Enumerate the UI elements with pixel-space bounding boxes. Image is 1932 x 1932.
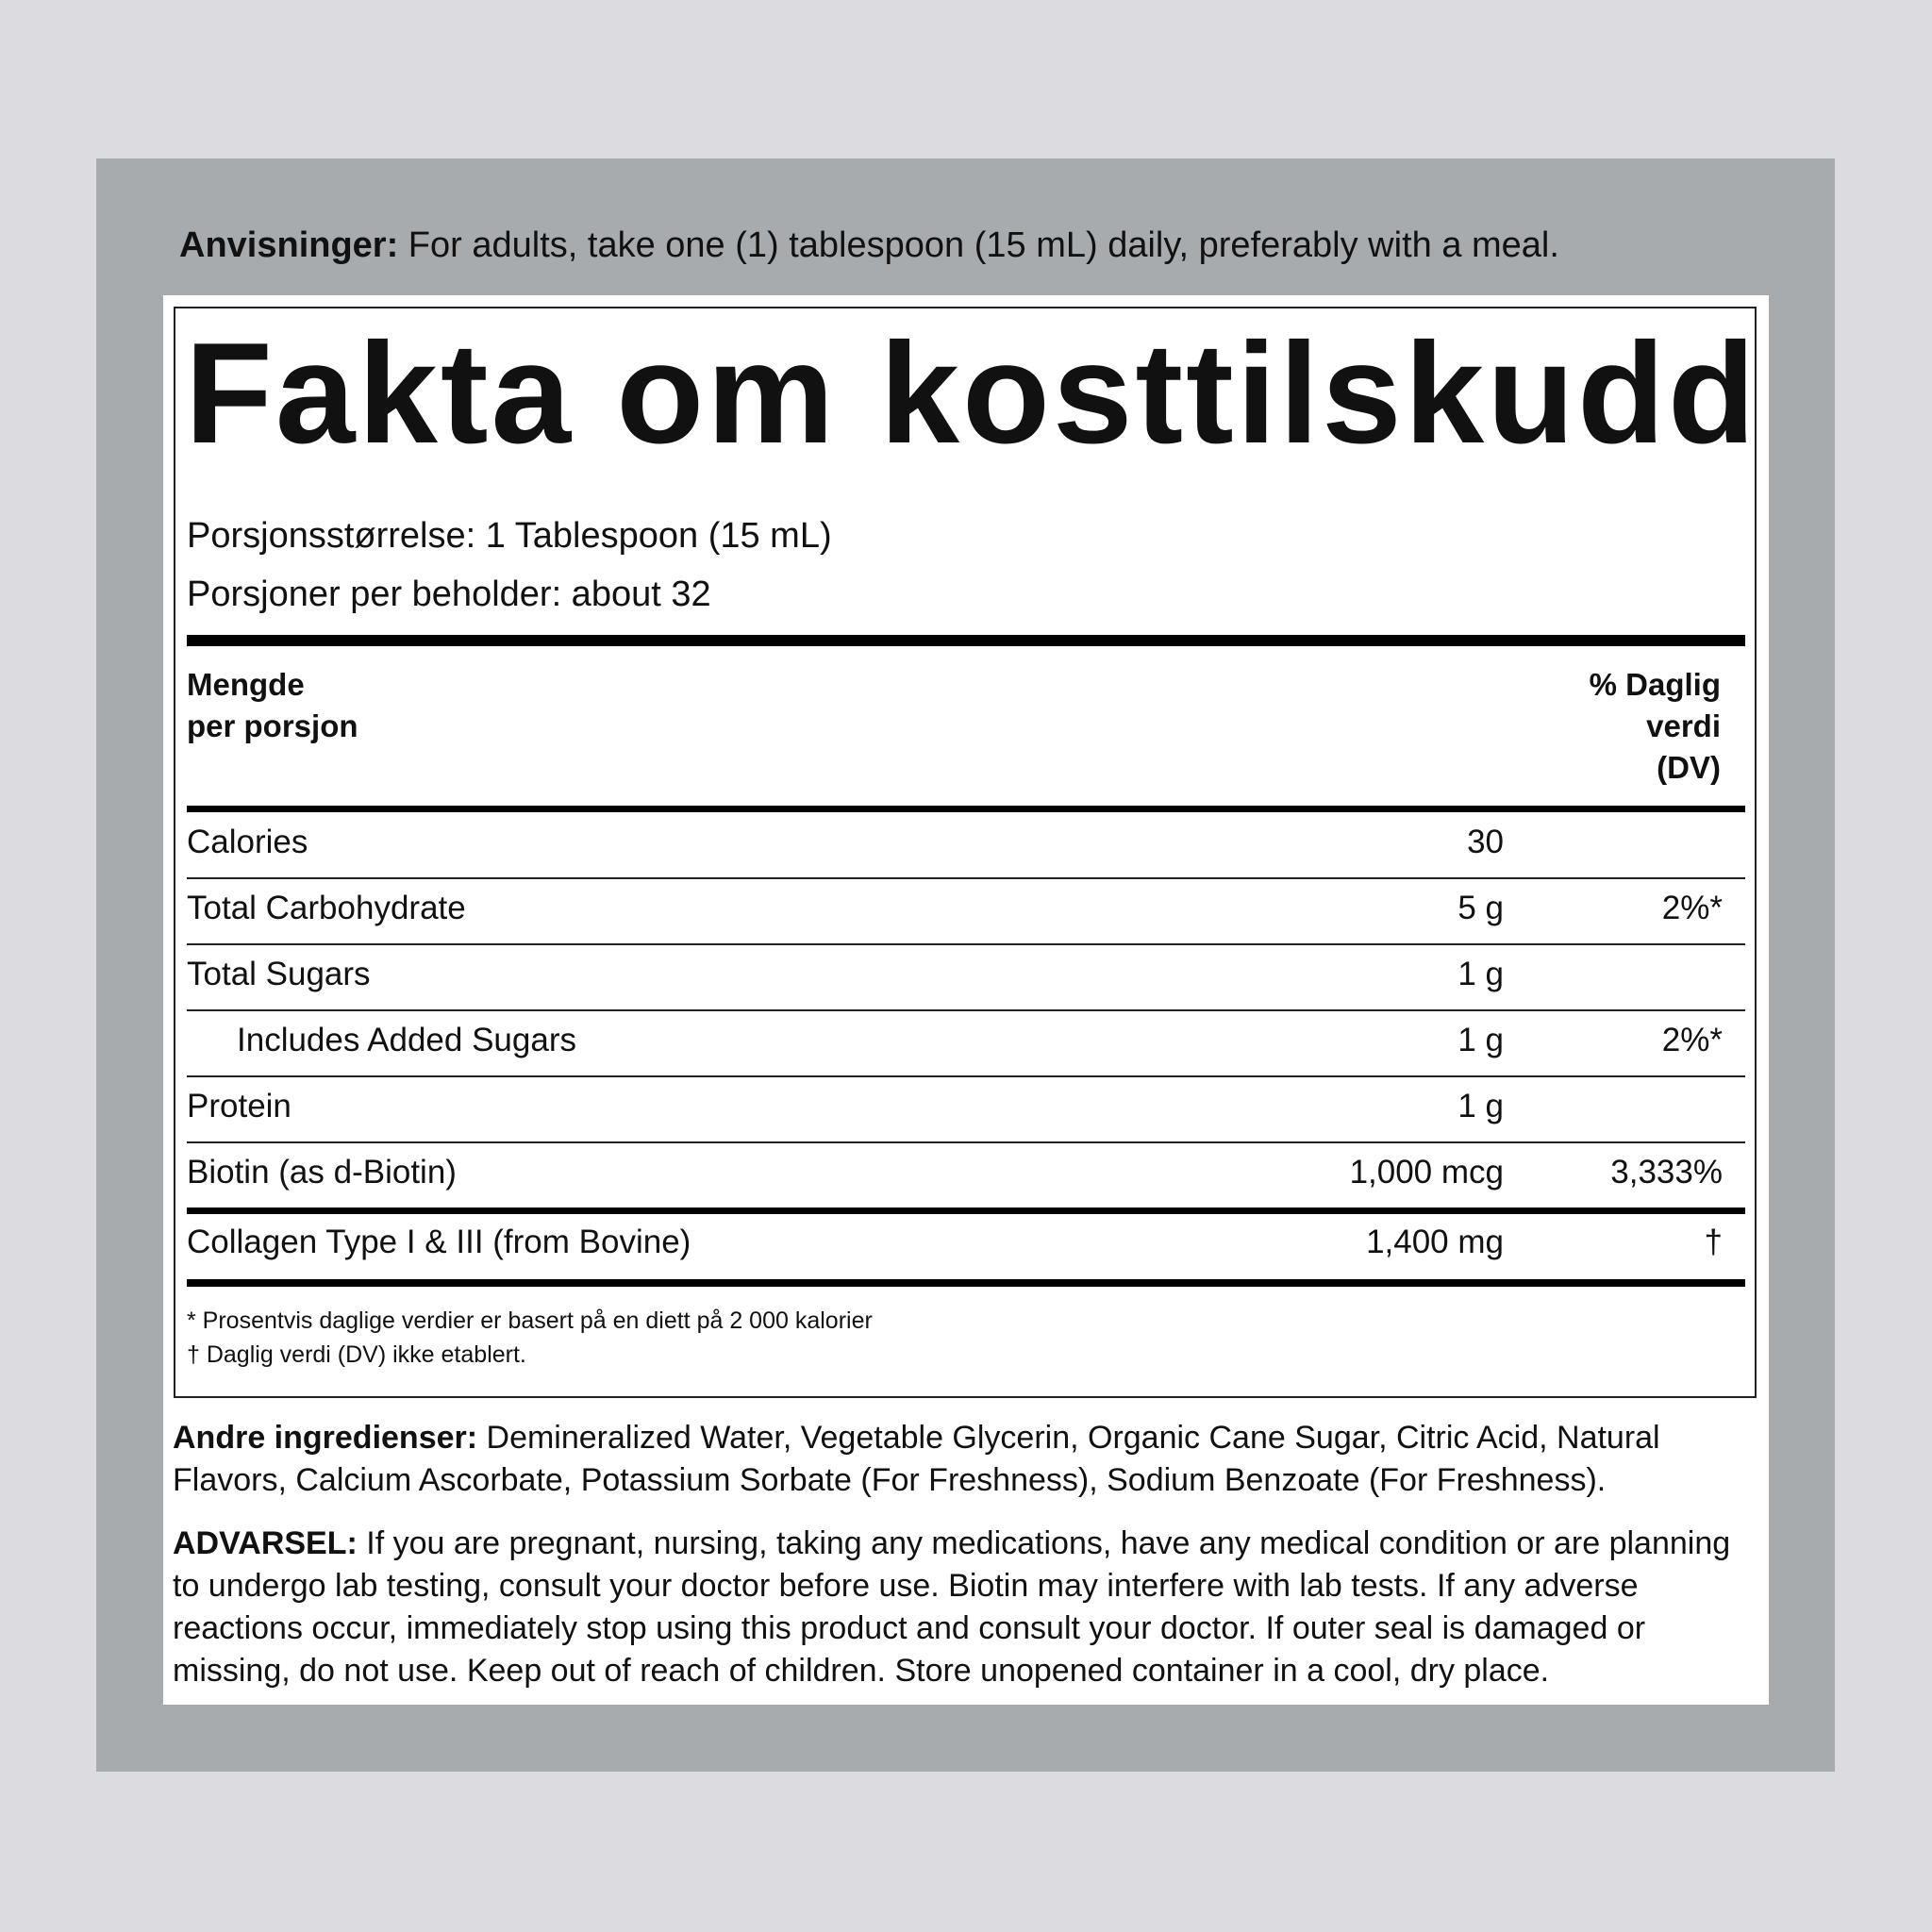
nutrient-name: Calories (187, 824, 308, 860)
nutrient-row (187, 941, 1745, 1008)
nutrient-row (187, 1140, 1745, 1206)
nutrient-amount: 1,400 mg (1366, 1224, 1504, 1260)
nutrient-amount: 1,000 mcg (1349, 1154, 1504, 1191)
nutrient-amount: 1 g (1457, 956, 1504, 992)
other-ingredients-label: Andre ingredienser: (173, 1420, 478, 1456)
footnote-daily-value: * Prosentvis daglige verdier er basert på en diett på 2 000 kalorier (187, 1307, 873, 1334)
amount-per-serving-header (187, 664, 358, 747)
nutrient-name: Collagen Type I & III (from Bovine) (187, 1224, 691, 1260)
other-ingredients (173, 1417, 1757, 1502)
nutrient-amount: 1 g (1457, 1088, 1504, 1124)
nutrient-name: Biotin (as d-Biotin) (187, 1154, 457, 1191)
nutrient-dv: 2%* (1661, 890, 1723, 926)
nutrient-row (187, 875, 1745, 941)
warning-text: If you are pregnant, nursing, taking any medications, have any medical condition or are planning to undergo lab testing, consult your doctor before use. Biotin may interfere with lab tests. If any adverse reactions occur, immediately stop using this product and consult your doctor. If outer seal is damaged or missing, do not use. Keep out of reach of children. Store unopened container in a cool, dry place. (173, 1525, 1731, 1689)
nutrient-name: Includes Added Sugars (237, 1022, 576, 1058)
nutrient-amount: 1 g (1457, 1022, 1504, 1058)
nutrient-dv: 2%* (1661, 1022, 1723, 1058)
serving-size: Porsjonsstørrelse: 1 Tablespoon (15 mL) (187, 516, 832, 556)
nutrient-name: Protein (187, 1088, 291, 1124)
amount-header-line2: per porsjon (187, 708, 358, 743)
nutrient-amount: 30 (1467, 824, 1504, 860)
servings-per-container: Porsjoner per beholder: about 32 (187, 575, 711, 614)
nutrient-name: Total Carbohydrate (187, 890, 466, 926)
dv-header-line2: verdi (1646, 708, 1721, 743)
directions-label: Anvisninger: (179, 225, 399, 265)
warning-label: ADVARSEL: (173, 1525, 358, 1561)
nutrient-row (187, 1209, 1745, 1275)
nutrient-dv: † (1704, 1224, 1723, 1260)
nutrient-name: Total Sugars (187, 956, 371, 992)
dv-header-line3: (DV) (1657, 750, 1721, 785)
warning (173, 1523, 1757, 1692)
nutrient-row (187, 1074, 1745, 1140)
daily-value-header (1590, 664, 1721, 789)
nutrient-row (187, 1008, 1745, 1074)
dv-header-line1: % Daglig (1589, 667, 1721, 702)
directions-text (179, 219, 1559, 272)
directions-body: For adults, take one (1) tablespoon (15 mL) daily, preferably with a meal. (398, 225, 1559, 265)
nutrient-row (187, 809, 1745, 875)
other-ingredients-text: Demineralized Water, Vegetable Glycerin, Organic Cane Sugar, Citric Acid, Natural Flavors, Calcium Ascorbate, Potassium Sorbate (For Freshness), Sodium Benzoate (For Freshness). (173, 1420, 1660, 1498)
facts-title: Fakta om kosttilskudd (185, 313, 1758, 474)
footnote-not-established: † Daglig verdi (DV) ikke etablert. (187, 1341, 526, 1368)
amount-header-line1: Mengde (187, 667, 305, 702)
nutrient-amount: 5 g (1457, 890, 1504, 926)
nutrient-dv: 3,333% (1610, 1154, 1723, 1191)
thick-divider (187, 635, 1745, 646)
medium-divider (187, 1279, 1745, 1287)
